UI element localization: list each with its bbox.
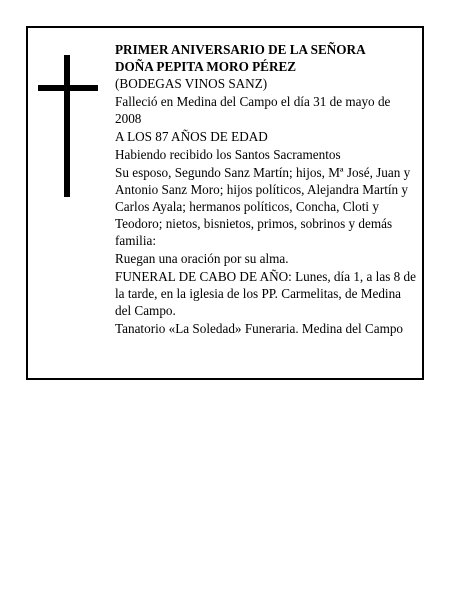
- sacraments-line: Habiendo recibido los Santos Sacramentos: [115, 147, 341, 162]
- death-info: Falleció en Medina del Campo el día 31 de mayo de 2008: [115, 94, 391, 126]
- obituary-notice: [26, 26, 424, 380]
- notice-text: [115, 41, 420, 338]
- cross-horizontal-bar: [38, 85, 98, 91]
- funeral-details: FUNERAL DE CABO DE AÑO: Lunes, día 1, a las 8 de la tarde, en la iglesia de los PP. Carmelitas, de Medina del Campo.: [115, 269, 416, 318]
- family-list: Su esposo, Segundo Sanz Martín; hijos, Mª José, Juan y Antonio Sanz Moro; hijos políticos, Alejandra Martín y Carlos Ayala; hermanos políticos, Concha, Cloti y Teodoro; nietos, bisnietos, primos, sobrinos y demás familia:: [115, 165, 411, 248]
- cross-icon: [38, 55, 98, 197]
- funeral-home: Tanatorio «La Soledad» Funeraria. Medina del Campo: [115, 321, 404, 336]
- company-name: (BODEGAS VINOS SANZ): [115, 76, 268, 91]
- cross-vertical-bar: [64, 55, 70, 197]
- deceased-name: DOÑA PEPITA MORO PÉREZ: [115, 59, 297, 74]
- age-at-death: A LOS 87 AÑOS DE EDAD: [115, 129, 268, 144]
- prayer-request: Ruegan una oración por su alma.: [115, 251, 289, 266]
- notice-heading-line1: PRIMER ANIVERSARIO DE LA SEÑORA: [115, 42, 366, 57]
